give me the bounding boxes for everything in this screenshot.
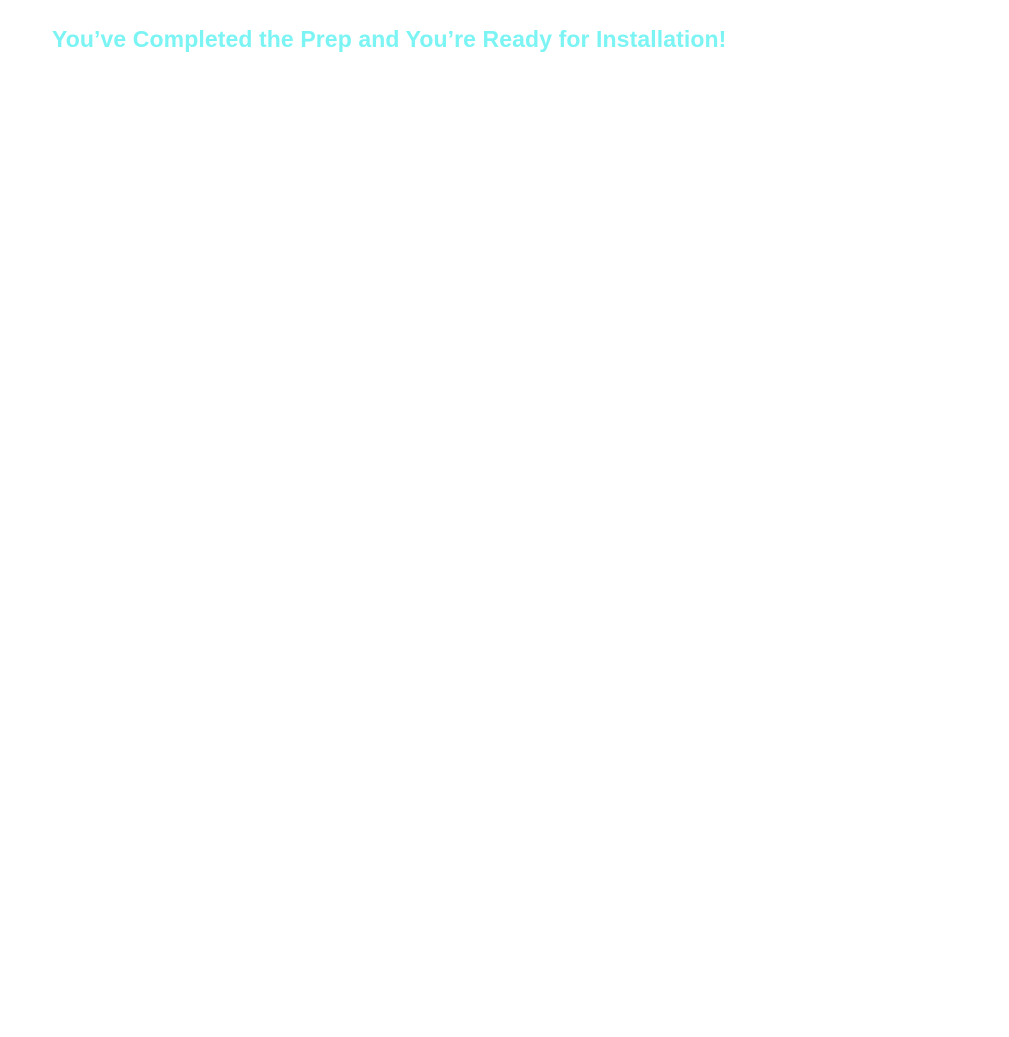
page-heading: You’ve Completed the Prep and You’re Ready for Installation!	[52, 26, 727, 52]
